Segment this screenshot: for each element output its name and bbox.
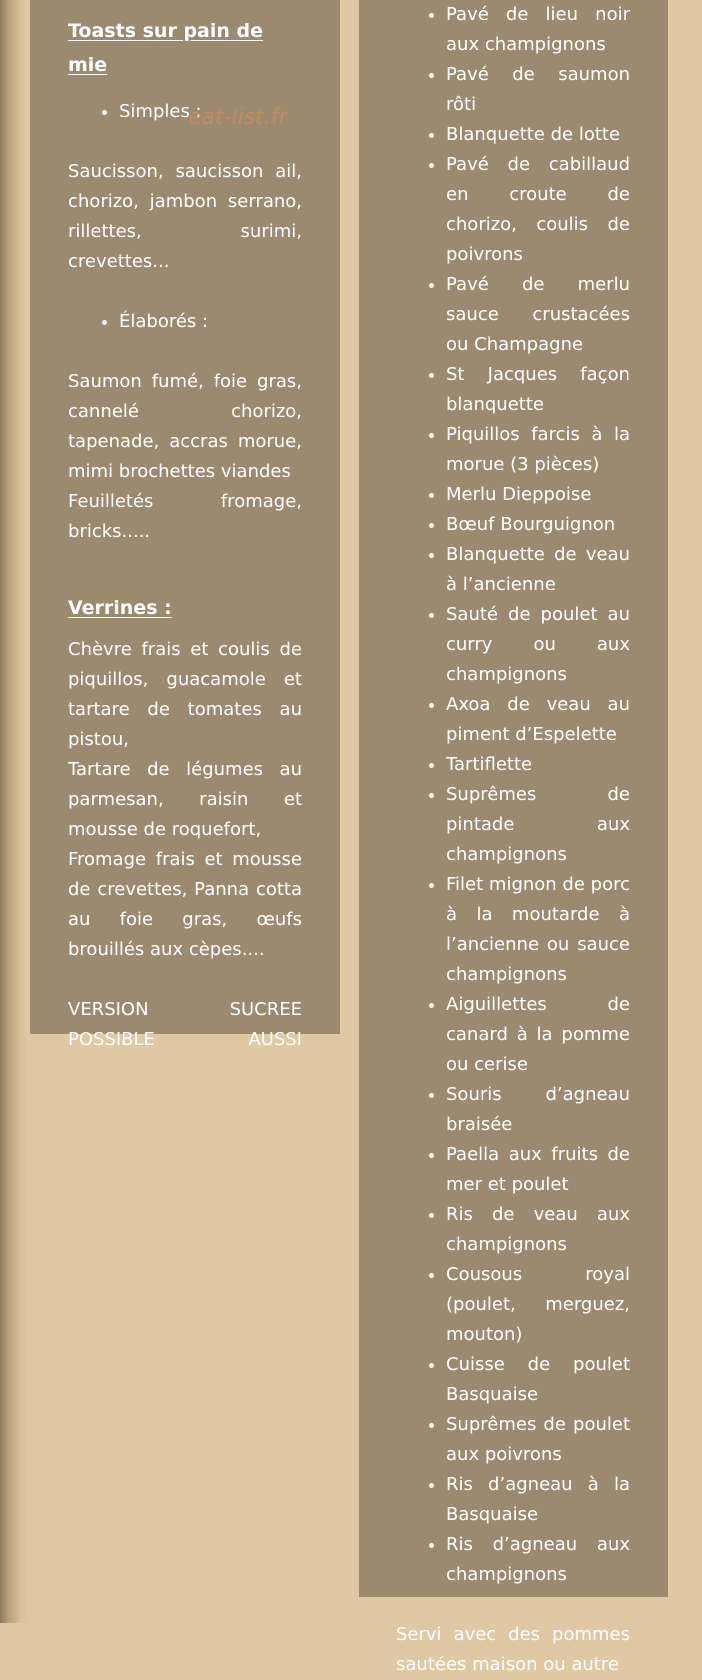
spacer — [68, 127, 302, 157]
simples-text: Saucisson, saucisson ail, chorizo, jambon serrano, rillettes, surimi, crevettes... — [68, 161, 302, 272]
dish-item: • Axoa de veau au piment d’Espelette — [446, 690, 630, 750]
dish-item: • Bœuf Bourguignon — [446, 510, 630, 540]
dish-item: • Piquillos farcis à la morue (3 pièces) — [446, 420, 630, 480]
page-left-shadow — [0, 0, 28, 1623]
left-menu-panel — [30, 0, 340, 1050]
elabores-list — [68, 307, 302, 337]
dish-item: • Cuisse de poulet Basquaise — [446, 1350, 630, 1410]
dish-item: • Pavé de merlu sauce crustacées ou Champagne — [446, 270, 630, 360]
dish-item: • Pavé de cabillaud en croute de chorizo, coulis de poivrons — [446, 150, 630, 270]
dish-item: • Ris d’agneau à la Basquaise — [446, 1470, 630, 1530]
spacer — [68, 965, 302, 995]
verrines-line-1: Chèvre frais et coulis de piquillos, guacamole et tartare de tomates au pistou, — [68, 639, 302, 750]
dish-item: • Blanquette de veau à l’ancienne — [446, 540, 630, 600]
verrines-title: Verrines : — [68, 597, 172, 619]
simples-label: • Simples : — [119, 97, 302, 127]
main-dishes-list — [396, 0, 630, 1590]
dish-item: • Cousous royal (poulet, merguez, mouton) — [446, 1260, 630, 1350]
spacer — [68, 277, 302, 307]
version-sucree: VERSION SUCREE POSSIBLE AUSSI — [68, 999, 302, 1050]
dish-item: • Ris d’agneau aux champignons — [446, 1530, 630, 1590]
dish-item: • Souris d’agneau braisée — [446, 1080, 630, 1140]
dish-item: • Merlu Dieppoise — [446, 480, 630, 510]
dish-item: • Aiguillettes de canard à la pomme ou cerise — [446, 990, 630, 1080]
dish-item: • Sauté de poulet au curry ou aux champignons — [446, 600, 630, 690]
dish-item: • Paella aux fruits de mer et poulet — [446, 1140, 630, 1200]
spacer — [68, 625, 302, 635]
dish-item: • Tartiflette — [446, 750, 630, 780]
toasts-title: Toasts sur pain de mie — [68, 20, 264, 76]
dish-item: • Pavé de saumon rôti — [446, 60, 630, 120]
watermark-logo: eat-list.fr — [188, 105, 288, 130]
right-menu-panel — [359, 0, 668, 1675]
elabores-line-2: Feuilletés fromage, bricks..... — [68, 491, 302, 542]
dish-item: • St Jacques façon blanquette — [446, 360, 630, 420]
dish-item: • Pavé de lieu noir aux champignons — [446, 0, 630, 60]
verrines-line-2: Tartare de légumes au parmesan, raisin et mousse de roquefort, — [68, 759, 302, 840]
dish-item: • Suprêmes de poulet aux poivrons — [446, 1410, 630, 1470]
spacer — [68, 547, 302, 591]
served-note: Servi avec des pommes sautées maison ou autre — [396, 1624, 630, 1675]
elabores-label: • Élaborés : — [119, 307, 302, 337]
spacer — [68, 337, 302, 367]
dish-item: • Filet mignon de porc à la moutarde à l’ancienne ou sauce champignons — [446, 870, 630, 990]
elabores-line-1: Saumon fumé, foie gras, cannelé chorizo, tapenade, accras morue, mimi brochettes viandes — [68, 371, 302, 482]
dish-item: • Blanquette de lotte — [446, 120, 630, 150]
dish-item: • Ris de veau aux champignons — [446, 1200, 630, 1260]
dish-item: • Suprêmes de pintade aux champignons — [446, 780, 630, 870]
verrines-line-3: Fromage frais et mousse de crevettes, Panna cotta au foie gras, œufs brouillés aux cèpes.... — [68, 849, 302, 960]
simples-list — [68, 97, 302, 127]
